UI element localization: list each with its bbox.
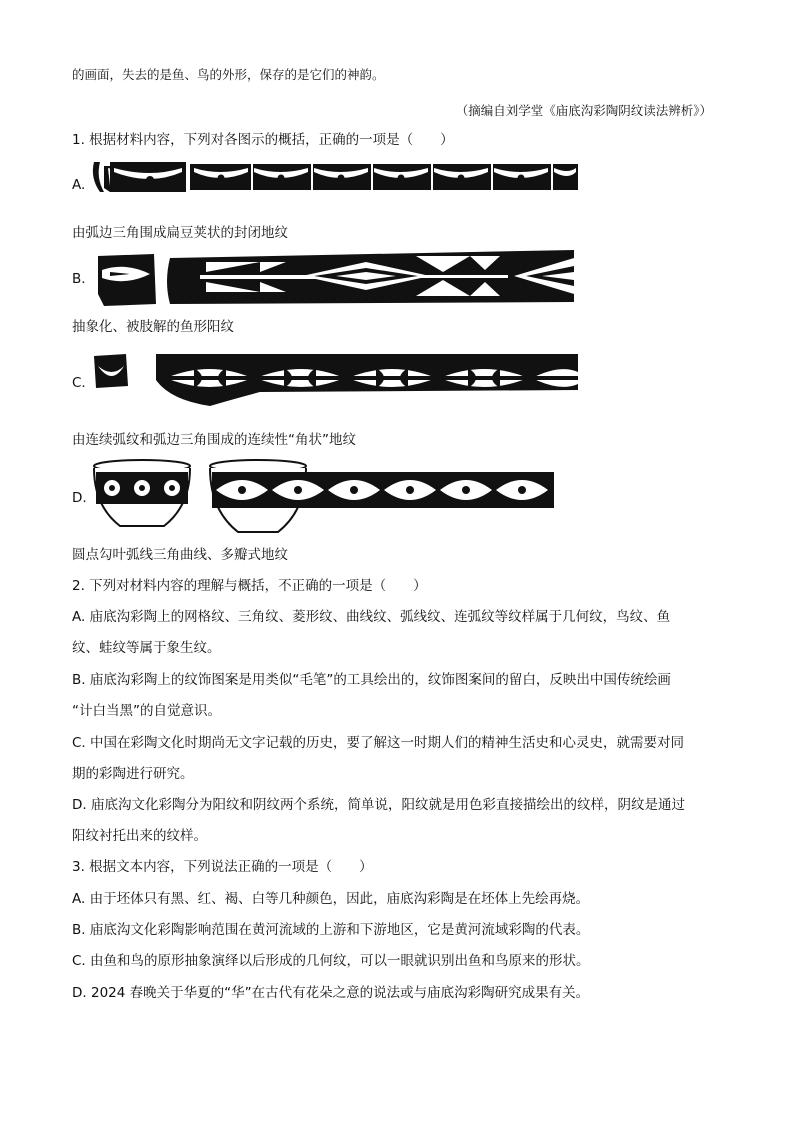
abstract-fish-pattern-image <box>90 248 576 310</box>
q1-stem: 1. 根据材料内容，下列对各图示的概括，正确的一项是（ ） <box>72 132 454 148</box>
intro-tail: 的画面，失去的是鱼、鸟的外形，保存的是它们的神韵。 <box>72 67 385 82</box>
crescent-band-pattern-image <box>90 158 580 196</box>
petal-bowl-pattern-image <box>90 456 556 542</box>
lens-band-pattern-image <box>90 350 580 412</box>
q2-option-a-line1[interactable]: A. 庙底沟彩陶上的网格纹、三角纹、菱形纹、曲线纹、弧线纹、连弧纹等纹样属于几何纹，鸟纹、鱼 <box>72 609 671 625</box>
q2-option-d-line2: 阳纹衬托出来的纹样。 <box>72 828 207 844</box>
q3-option-c[interactable]: C. 由鱼和鸟的原形抽象演绎以后形成的几何纹，可以一眼就识别出鱼和鸟原来的形状。 <box>72 953 590 969</box>
q3-option-d[interactable]: D. 2024 春晚关于华夏的“华”在古代有花朵之意的说法或与庙底沟彩陶研究成果有关。 <box>72 985 590 1001</box>
q1-option-d-caption: 圆点勾叶弧线三角曲线、多瓣式地纹 <box>72 547 288 563</box>
q2-option-d-line1[interactable]: D. 庙底沟文化彩陶分为阳纹和阴纹两个系统，简单说，阳纹就是用色彩直接描绘出的纹样，阴纹是通过 <box>72 797 685 813</box>
q2-option-b-line1[interactable]: B. 庙底沟彩陶上的纹饰图案是用类似“毛笔”的工具绘出的，纹饰图案间的留白，反映出中国传统绘画 <box>72 672 671 688</box>
q2-stem: 2. 下列对材料内容的理解与概括，不正确的一项是（ ） <box>72 578 427 594</box>
q3-stem: 3. 根据文本内容，下列说法正确的一项是（ ） <box>72 859 373 875</box>
q3-option-b[interactable]: B. 庙底沟文化彩陶影响范围在黄河流域的上游和下游地区，它是黄河流域彩陶的代表。 <box>72 922 590 938</box>
q2-option-c-line1[interactable]: C. 中国在彩陶文化时期尚无文字记载的历史，要了解这一时期人们的精神生活史和心灵史，就需要对同 <box>72 735 685 751</box>
q1-option-c-caption: 由连续弧纹和弧边三角围成的连续性“角状”地纹 <box>72 432 356 448</box>
q2-option-a-line2: 纹、蛙纹等属于象生纹。 <box>72 640 221 656</box>
source-citation: （摘编自刘学堂《庙底沟彩陶阴纹读法辨析》） <box>455 103 712 118</box>
q1-option-b-caption: 抽象化、被肢解的鱼形阳纹 <box>72 319 234 335</box>
q2-option-b-line2: “计白当黑”的自觉意识。 <box>72 703 221 719</box>
q1-option-c-label[interactable]: C. <box>72 375 86 391</box>
q1-option-a-label[interactable]: A. <box>72 177 86 193</box>
q1-option-b-label[interactable]: B. <box>72 271 86 287</box>
q1-option-d-label[interactable]: D. <box>72 490 87 506</box>
q2-option-c-line2: 期的彩陶进行研究。 <box>72 766 194 782</box>
q1-option-a-caption: 由弧边三角围成扁豆荚状的封闭地纹 <box>72 225 288 241</box>
q3-option-a[interactable]: A. 由于坯体只有黑、红、褐、白等几种颜色，因此，庙底沟彩陶是在坯体上先绘再烧。 <box>72 891 590 907</box>
